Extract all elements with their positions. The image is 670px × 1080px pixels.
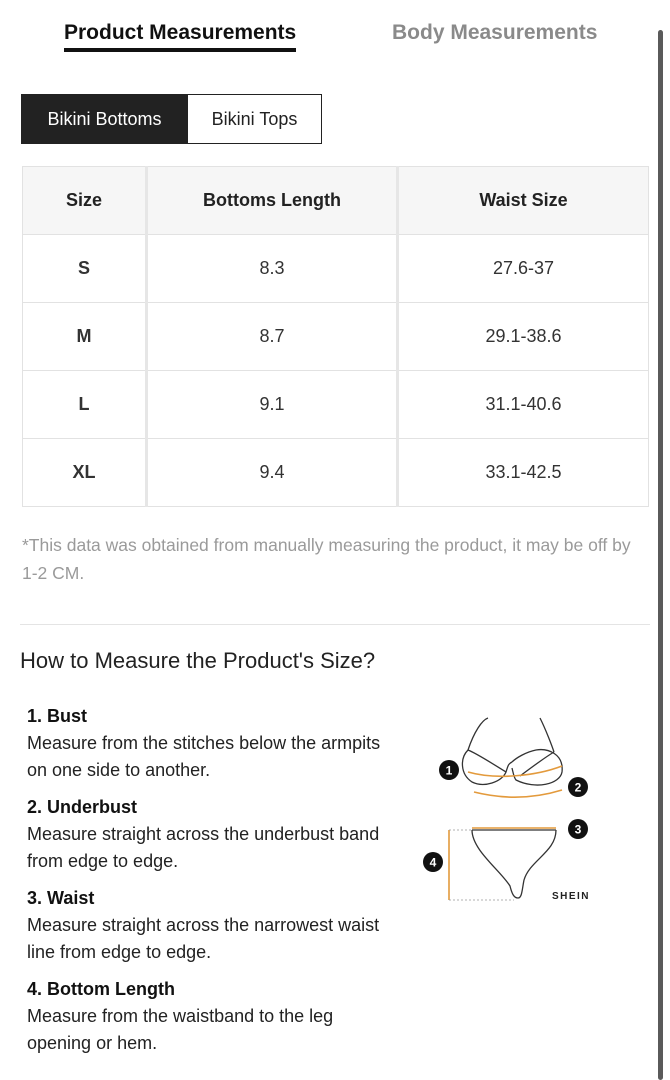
how-to-measure-title: How to Measure the Product's Size? bbox=[20, 648, 376, 673]
marker-3 bbox=[568, 819, 588, 839]
brand-logo-text: SHEIN bbox=[551, 891, 591, 902]
measurement-note: *This data was obtained from manually measuring the product, it may be off by 1-2 CM. bbox=[22, 535, 631, 583]
table-row bbox=[23, 303, 649, 371]
waist-size-cell: 27.6-37 bbox=[398, 235, 649, 303]
table-row bbox=[23, 439, 649, 507]
svg-text:2: 2 bbox=[574, 780, 582, 795]
waist-size-cell: 29.1-38.6 bbox=[398, 303, 649, 371]
svg-text:1: 1 bbox=[445, 763, 453, 778]
step-bottom-length bbox=[27, 975, 387, 1057]
waist-size-cell: 33.1-42.5 bbox=[398, 439, 649, 507]
bikini-tops-button[interactable]: Bikini Tops bbox=[187, 95, 321, 143]
tab-product-measurements[interactable]: Product Measurements bbox=[64, 18, 296, 52]
waist-size-cell: 31.1-40.6 bbox=[398, 371, 649, 439]
table-row bbox=[23, 371, 649, 439]
section-divider bbox=[20, 624, 650, 625]
step-title: 1. Bust bbox=[27, 706, 88, 726]
marker-4 bbox=[423, 852, 443, 872]
svg-text:3: 3 bbox=[574, 822, 582, 837]
header-waist-size: Waist Size bbox=[398, 167, 649, 235]
size-cell: XL bbox=[23, 439, 147, 507]
svg-text:4: 4 bbox=[429, 855, 437, 870]
marker-1 bbox=[439, 760, 459, 780]
tab-body-measurements[interactable]: Body Measurements bbox=[392, 21, 598, 44]
bikini-bottom-illustration bbox=[472, 830, 556, 898]
step-title: 3. Waist bbox=[27, 888, 95, 908]
category-toggle bbox=[21, 94, 322, 144]
table-header-row bbox=[23, 167, 649, 235]
step-description: Measure from the stitches below the armpits on one side to another. bbox=[27, 733, 381, 780]
step-underbust bbox=[27, 793, 387, 875]
table-row bbox=[23, 235, 649, 303]
header-bottoms-length: Bottoms Length bbox=[147, 167, 398, 235]
measure-steps bbox=[27, 702, 387, 1066]
step-description: Measure from the waistband to the leg opening or hem. bbox=[27, 1006, 334, 1053]
bottoms-length-cell: 9.4 bbox=[147, 439, 398, 507]
size-cell: L bbox=[23, 371, 147, 439]
step-title: 2. Underbust bbox=[27, 797, 138, 817]
bikini-measurement-diagram bbox=[416, 710, 616, 910]
bottoms-length-cell: 8.7 bbox=[147, 303, 398, 371]
bust-line bbox=[468, 766, 562, 776]
bikini-bottoms-button[interactable]: Bikini Bottoms bbox=[22, 95, 187, 143]
step-description: Measure straight across the underbust band from edge to edge. bbox=[27, 824, 380, 871]
underbust-line bbox=[474, 790, 562, 797]
header-size: Size bbox=[23, 167, 147, 235]
size-cell: M bbox=[23, 303, 147, 371]
guide-lines bbox=[449, 830, 514, 900]
step-title: 4. Bottom Length bbox=[27, 979, 175, 999]
step-description: Measure straight across the narrowest waist line from edge to edge. bbox=[27, 915, 380, 962]
size-cell: S bbox=[23, 235, 147, 303]
scrollbar[interactable] bbox=[658, 30, 663, 1080]
size-table bbox=[22, 166, 649, 507]
step-bust bbox=[27, 702, 387, 784]
step-waist bbox=[27, 884, 387, 966]
marker-2 bbox=[568, 777, 588, 797]
bottoms-length-cell: 8.3 bbox=[147, 235, 398, 303]
bottoms-length-cell: 9.1 bbox=[147, 371, 398, 439]
